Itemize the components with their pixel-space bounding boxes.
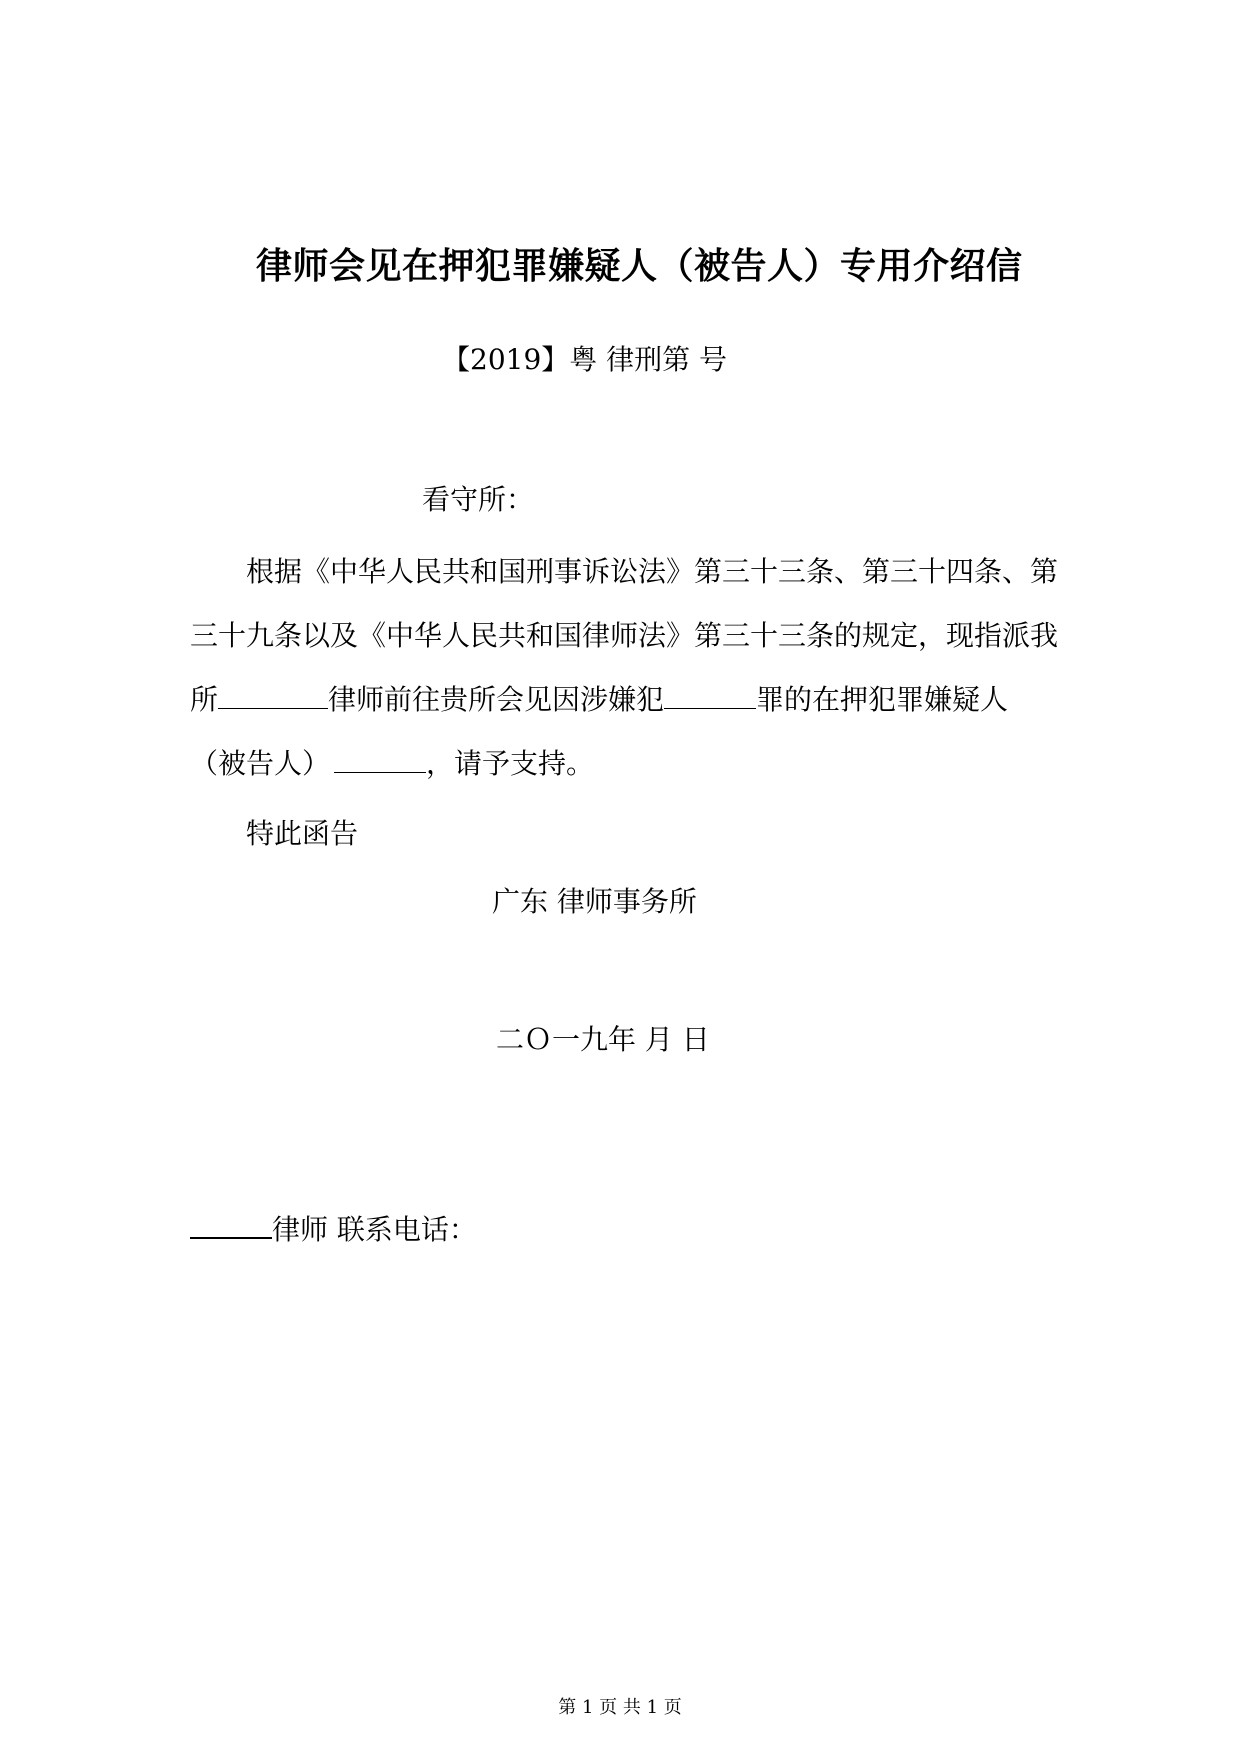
body-line-4 (190, 732, 1070, 796)
recipient-line: 看守所： (422, 483, 535, 516)
body-line-4-part-b: ，请予支持。 (426, 747, 595, 780)
body-line-3-part-b: 律师前往贵所会见因涉嫌犯 (328, 683, 665, 716)
closing-remark: 特此函告 (246, 817, 359, 850)
contact-line (190, 1210, 477, 1250)
document-title: 律师会见在押犯罪嫌疑人（被告人）专用介绍信 (256, 245, 1023, 287)
body-line-4-part-a: （被告人） (190, 747, 331, 780)
body-line-2: 三十九条以及《中华人民共和国律师法》第三十三条的规定，现指派我 (190, 619, 1059, 652)
page-footer: 第 1 页 共 1 页 (558, 1697, 682, 1718)
body-line-1: 根据《中华人民共和国刑事诉讼法》第三十三条、第三十四条、第 (246, 555, 1059, 588)
body-line-3-part-c: 罪的在押犯罪嫌疑人 (756, 683, 1009, 716)
body-line-3-part-a: 所 (190, 683, 219, 716)
body-line-3 (190, 668, 1070, 732)
document-number: 【2019】粤 律刑第 号 (442, 343, 728, 376)
lawyer-signature-blank (190, 1211, 272, 1239)
law-firm-name: 广东 律师事务所 (492, 885, 697, 918)
charge-blank (664, 684, 756, 709)
lawyer-name-blank (218, 684, 328, 709)
letter-body (190, 540, 1070, 796)
contact-label: 律师 联系电话： (272, 1213, 477, 1246)
suspect-name-blank (334, 748, 426, 773)
letter-date: 二Ｏ一九年 月 日 (496, 1023, 710, 1056)
